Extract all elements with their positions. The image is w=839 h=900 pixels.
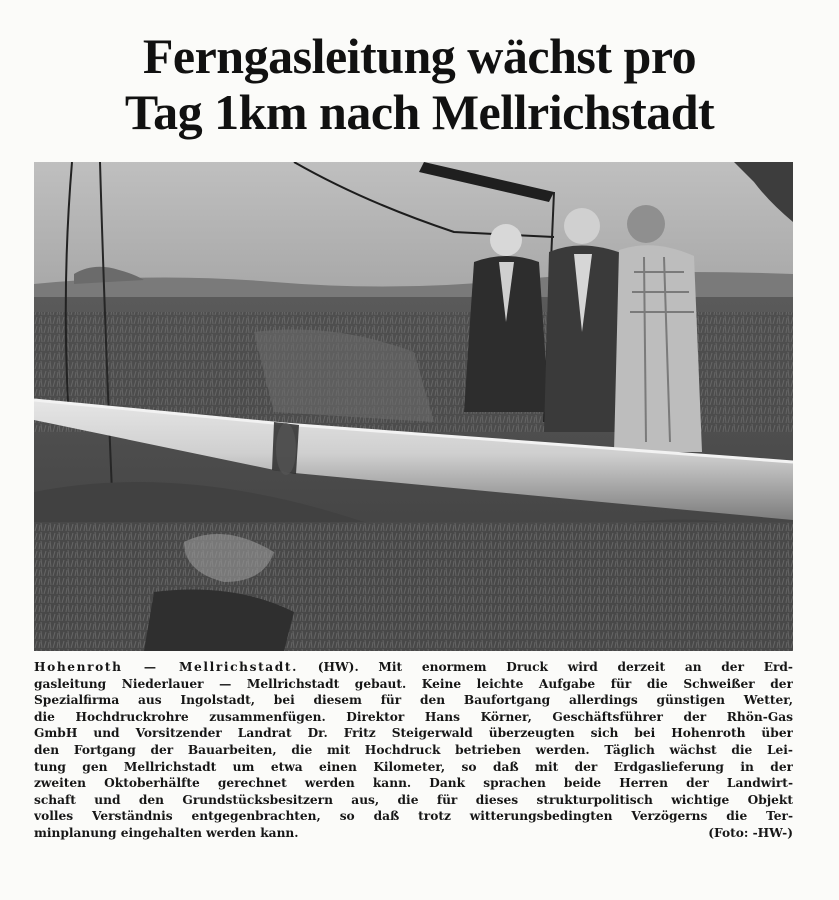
article-line-5: GmbH und Vorsitzender Landrat Dr. Fritz Steigerwald überzeugten sich bei Hohenroth über [34, 726, 793, 741]
article-line-9: schaft und den Grundstücksbesitzern aus, die für dieses strukturpolitisch wichtige Objekt [34, 792, 793, 807]
dateline: Hohenroth — Mellrichstadt. [34, 660, 298, 674]
article-line-3: Spezialfirma aus Ingolstadt, bei diesem für den Baufortgang allerdings günstigen Wetter, [34, 693, 793, 708]
article-line-10: volles Verständnis entgegenbrachten, so daß trotz witterungsbedingten Verzögerns die Ter- [34, 809, 793, 824]
article-line-6: den Fortgang der Bauarbeiten, die mit Hochdruck betrieben werden. Täglich wächst die Lei- [34, 742, 793, 757]
article-body [34, 659, 793, 842]
photo-credit: (Foto: -HW-) [708, 825, 793, 840]
article-line-2: gasleitung Niederlauer — Mellrichstadt gebaut. Keine leichte Aufgabe für die Schweißer der [34, 676, 793, 691]
article-line-1 [34, 659, 793, 676]
headline-line-1: Ferngasleitung wächst pro [142, 28, 697, 84]
article-line-11 [34, 825, 793, 842]
article-line-11-text: minplanung eingehalten werden kann. [34, 825, 299, 840]
article-line-4: die Hochdruckrohre zusammenfügen. Direktor Hans Körner, Geschäftsführer der Rhön-Gas [34, 709, 793, 724]
article-line-7: tung gen Mellrichstadt um etwa einen Kilometer, so daß mit der Erdgaslieferung in der [34, 759, 793, 774]
pipeline-photo-illustration [34, 162, 793, 651]
article-line-1-text: (HW). Mit enormem Druck wird derzeit an der Erd- [298, 660, 793, 674]
headline [30, 28, 809, 140]
article-line-8: zweiten Oktoberhälfte gerechnet werden kann. Dank sprachen beide Herren der Landwirt- [34, 776, 793, 791]
press-photo [34, 162, 793, 651]
headline-line-2: Tag 1km nach Mellrichstadt [124, 84, 715, 140]
